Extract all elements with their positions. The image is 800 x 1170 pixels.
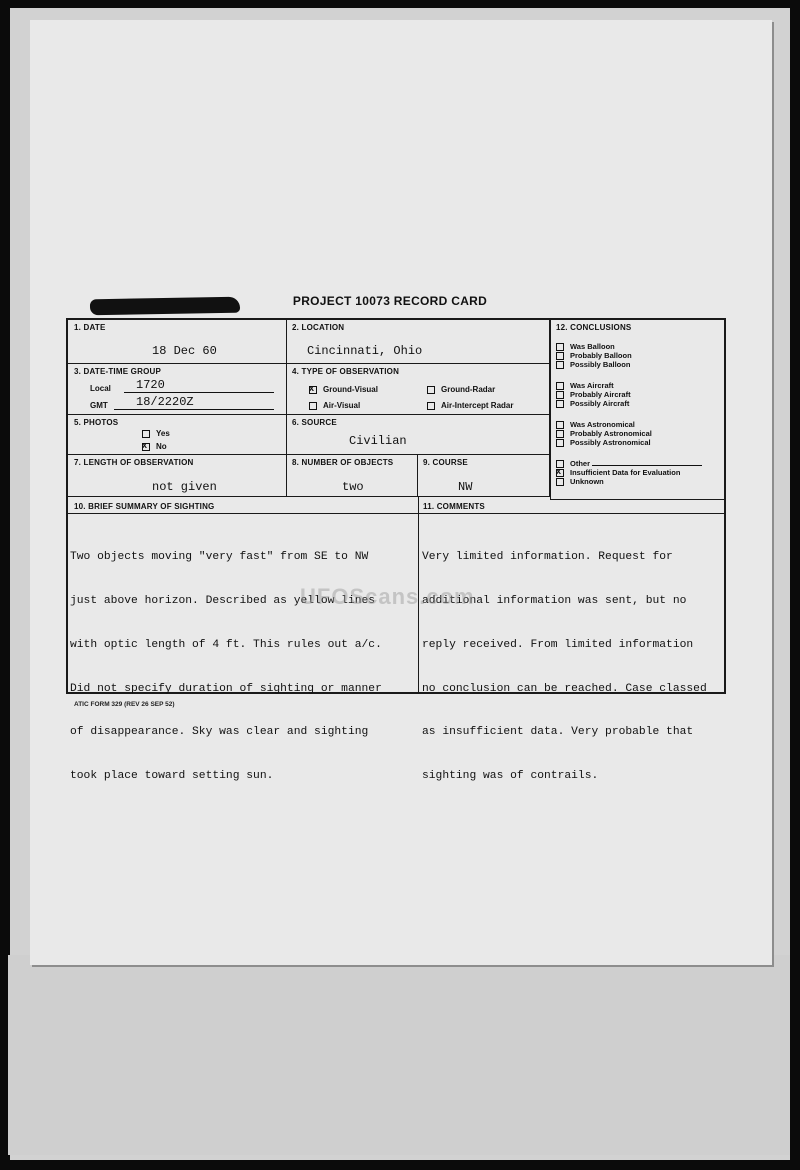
checkbox <box>556 361 564 369</box>
conclusion-probably-astronomical <box>556 429 652 438</box>
conclusion-possibly-balloon <box>556 360 630 369</box>
option-label: Air-Intercept Radar <box>441 401 514 410</box>
source-value: Civilian <box>349 434 407 448</box>
photos-yes-label: Yes <box>156 429 170 438</box>
conclusion-unknown <box>556 477 604 486</box>
checkbox <box>556 352 564 360</box>
conclusion-label: Possibly Aircraft <box>570 399 630 408</box>
summary-label: 10. BRIEF SUMMARY OF SIGHTING <box>74 502 215 511</box>
summary-line: just above horizon. Described as yellow lines <box>70 594 376 607</box>
course-cell <box>418 455 550 497</box>
conclusion-possibly-aircraft <box>556 399 629 408</box>
gmt-label: GMT <box>90 401 108 410</box>
checkbox-ground-radar <box>427 386 435 394</box>
checkbox <box>556 421 564 429</box>
conclusion-label: Was Balloon <box>570 342 615 351</box>
length-value: not given <box>152 480 217 494</box>
comment-line: no conclusion can be reached. Case classed <box>422 682 707 695</box>
location-label: 2. LOCATION <box>292 323 345 332</box>
date-time-group-cell <box>68 364 287 415</box>
date-cell <box>68 320 287 364</box>
conclusion-label: Possibly Astronomical <box>570 438 651 447</box>
local-label: Local <box>90 384 111 393</box>
summary-line: of disappearance. Sky was clear and sighting <box>70 726 369 739</box>
location-value: Cincinnati, Ohio <box>307 344 423 358</box>
conclusion-insufficient-data <box>556 468 680 477</box>
checkbox <box>556 400 564 408</box>
conclusion-label: Insufficient Data for Evaluation <box>570 468 681 477</box>
date-label: 1. DATE <box>74 323 106 332</box>
date-time-group-label: 3. DATE-TIME GROUP <box>74 367 162 376</box>
local-value: 1720 <box>136 378 165 392</box>
card-title: PROJECT 10073 RECORD CARD <box>292 294 488 308</box>
conclusion-other <box>556 459 702 468</box>
checkbox-photos-yes <box>142 430 150 438</box>
checkbox <box>556 478 564 486</box>
source-label: 6. SOURCE <box>292 418 337 427</box>
narrative-header-row <box>68 497 724 514</box>
checkbox <box>556 382 564 390</box>
photos-label: 5. PHOTOS <box>74 418 119 427</box>
comment-line: additional information was sent, but no <box>422 594 687 607</box>
lower-sheet <box>8 955 790 1155</box>
option-air-intercept-radar <box>427 401 513 410</box>
conclusion-was-astronomical <box>556 420 635 429</box>
comment-line: reply received. From limited information <box>422 638 694 651</box>
course-label: 9. COURSE <box>423 458 468 467</box>
other-underline <box>592 465 702 466</box>
location-cell <box>287 320 550 364</box>
conclusion-label: Possibly Balloon <box>570 360 631 369</box>
checkbox <box>556 430 564 438</box>
conclusion-was-aircraft <box>556 381 614 390</box>
checkbox <box>556 391 564 399</box>
option-label: Air-Visual <box>323 401 361 410</box>
checkbox-air-intercept-radar <box>427 402 435 410</box>
conclusions-cell <box>550 320 726 500</box>
comment-line: as insufficient data. Very probable that <box>422 726 694 739</box>
summary-text <box>70 521 382 813</box>
observation-type-cell <box>287 364 550 415</box>
summary-line: Two objects moving "very fast" from SE to NW <box>70 551 369 564</box>
date-value: 18 Dec 60 <box>152 344 217 358</box>
length-cell <box>68 455 287 497</box>
conclusion-probably-aircraft <box>556 390 631 399</box>
conclusion-label: Probably Aircraft <box>570 390 631 399</box>
option-air-visual <box>309 401 360 410</box>
objects-cell <box>287 455 418 497</box>
photos-yes-option <box>142 429 170 438</box>
conclusion-label: Was Aircraft <box>570 381 614 390</box>
checkbox-ground-visual <box>309 386 317 394</box>
objects-value: two <box>342 480 364 494</box>
source-cell <box>287 415 550 455</box>
option-ground-radar <box>427 385 495 394</box>
conclusion-was-balloon <box>556 342 615 351</box>
gmt-underline <box>114 409 274 410</box>
conclusion-label: Was Astronomical <box>570 420 635 429</box>
gmt-value: 18/2220Z <box>136 395 194 409</box>
conclusions-label: 12. CONCLUSIONS <box>556 323 632 332</box>
option-ground-visual <box>309 385 378 394</box>
local-underline <box>124 392 274 393</box>
checkbox <box>556 439 564 447</box>
conclusion-label: Probably Astronomical <box>570 429 652 438</box>
checkbox-checked <box>556 469 564 477</box>
photos-cell <box>68 415 287 455</box>
watermark: UFOScans.com <box>300 584 475 609</box>
observation-type-label: 4. TYPE OF OBSERVATION <box>292 367 400 376</box>
comment-line: sighting was of contrails. <box>422 770 599 783</box>
conclusion-label: Other <box>570 459 591 468</box>
conclusion-label: Probably Balloon <box>570 351 632 360</box>
summary-line: Did not specify duration of sighting or manner <box>70 682 382 695</box>
redaction-mark <box>90 297 240 316</box>
checkbox-photos-no <box>142 443 150 451</box>
comments-text <box>422 521 707 813</box>
photos-no-label: No <box>156 442 167 451</box>
checkbox <box>556 343 564 351</box>
comments-label: 11. COMMENTS <box>423 502 485 511</box>
summary-line: with optic length of 4 ft. This rules out a/c. <box>70 638 382 651</box>
comment-line: Very limited information. Request for <box>422 551 673 564</box>
summary-line: took place toward setting sun. <box>70 770 274 783</box>
photos-no-option <box>142 442 167 451</box>
objects-label: 8. NUMBER OF OBJECTS <box>292 458 394 467</box>
conclusion-probably-balloon <box>556 351 632 360</box>
form-id: ATIC FORM 329 (REV 26 SEP 52) <box>74 701 175 708</box>
length-label: 7. LENGTH OF OBSERVATION <box>74 458 194 467</box>
conclusion-label: Unknown <box>570 477 604 486</box>
option-label: Ground-Radar <box>441 385 496 394</box>
course-value: NW <box>458 480 473 494</box>
option-label: Ground-Visual <box>323 385 378 394</box>
conclusion-possibly-astronomical <box>556 438 651 447</box>
checkbox-air-visual <box>309 402 317 410</box>
